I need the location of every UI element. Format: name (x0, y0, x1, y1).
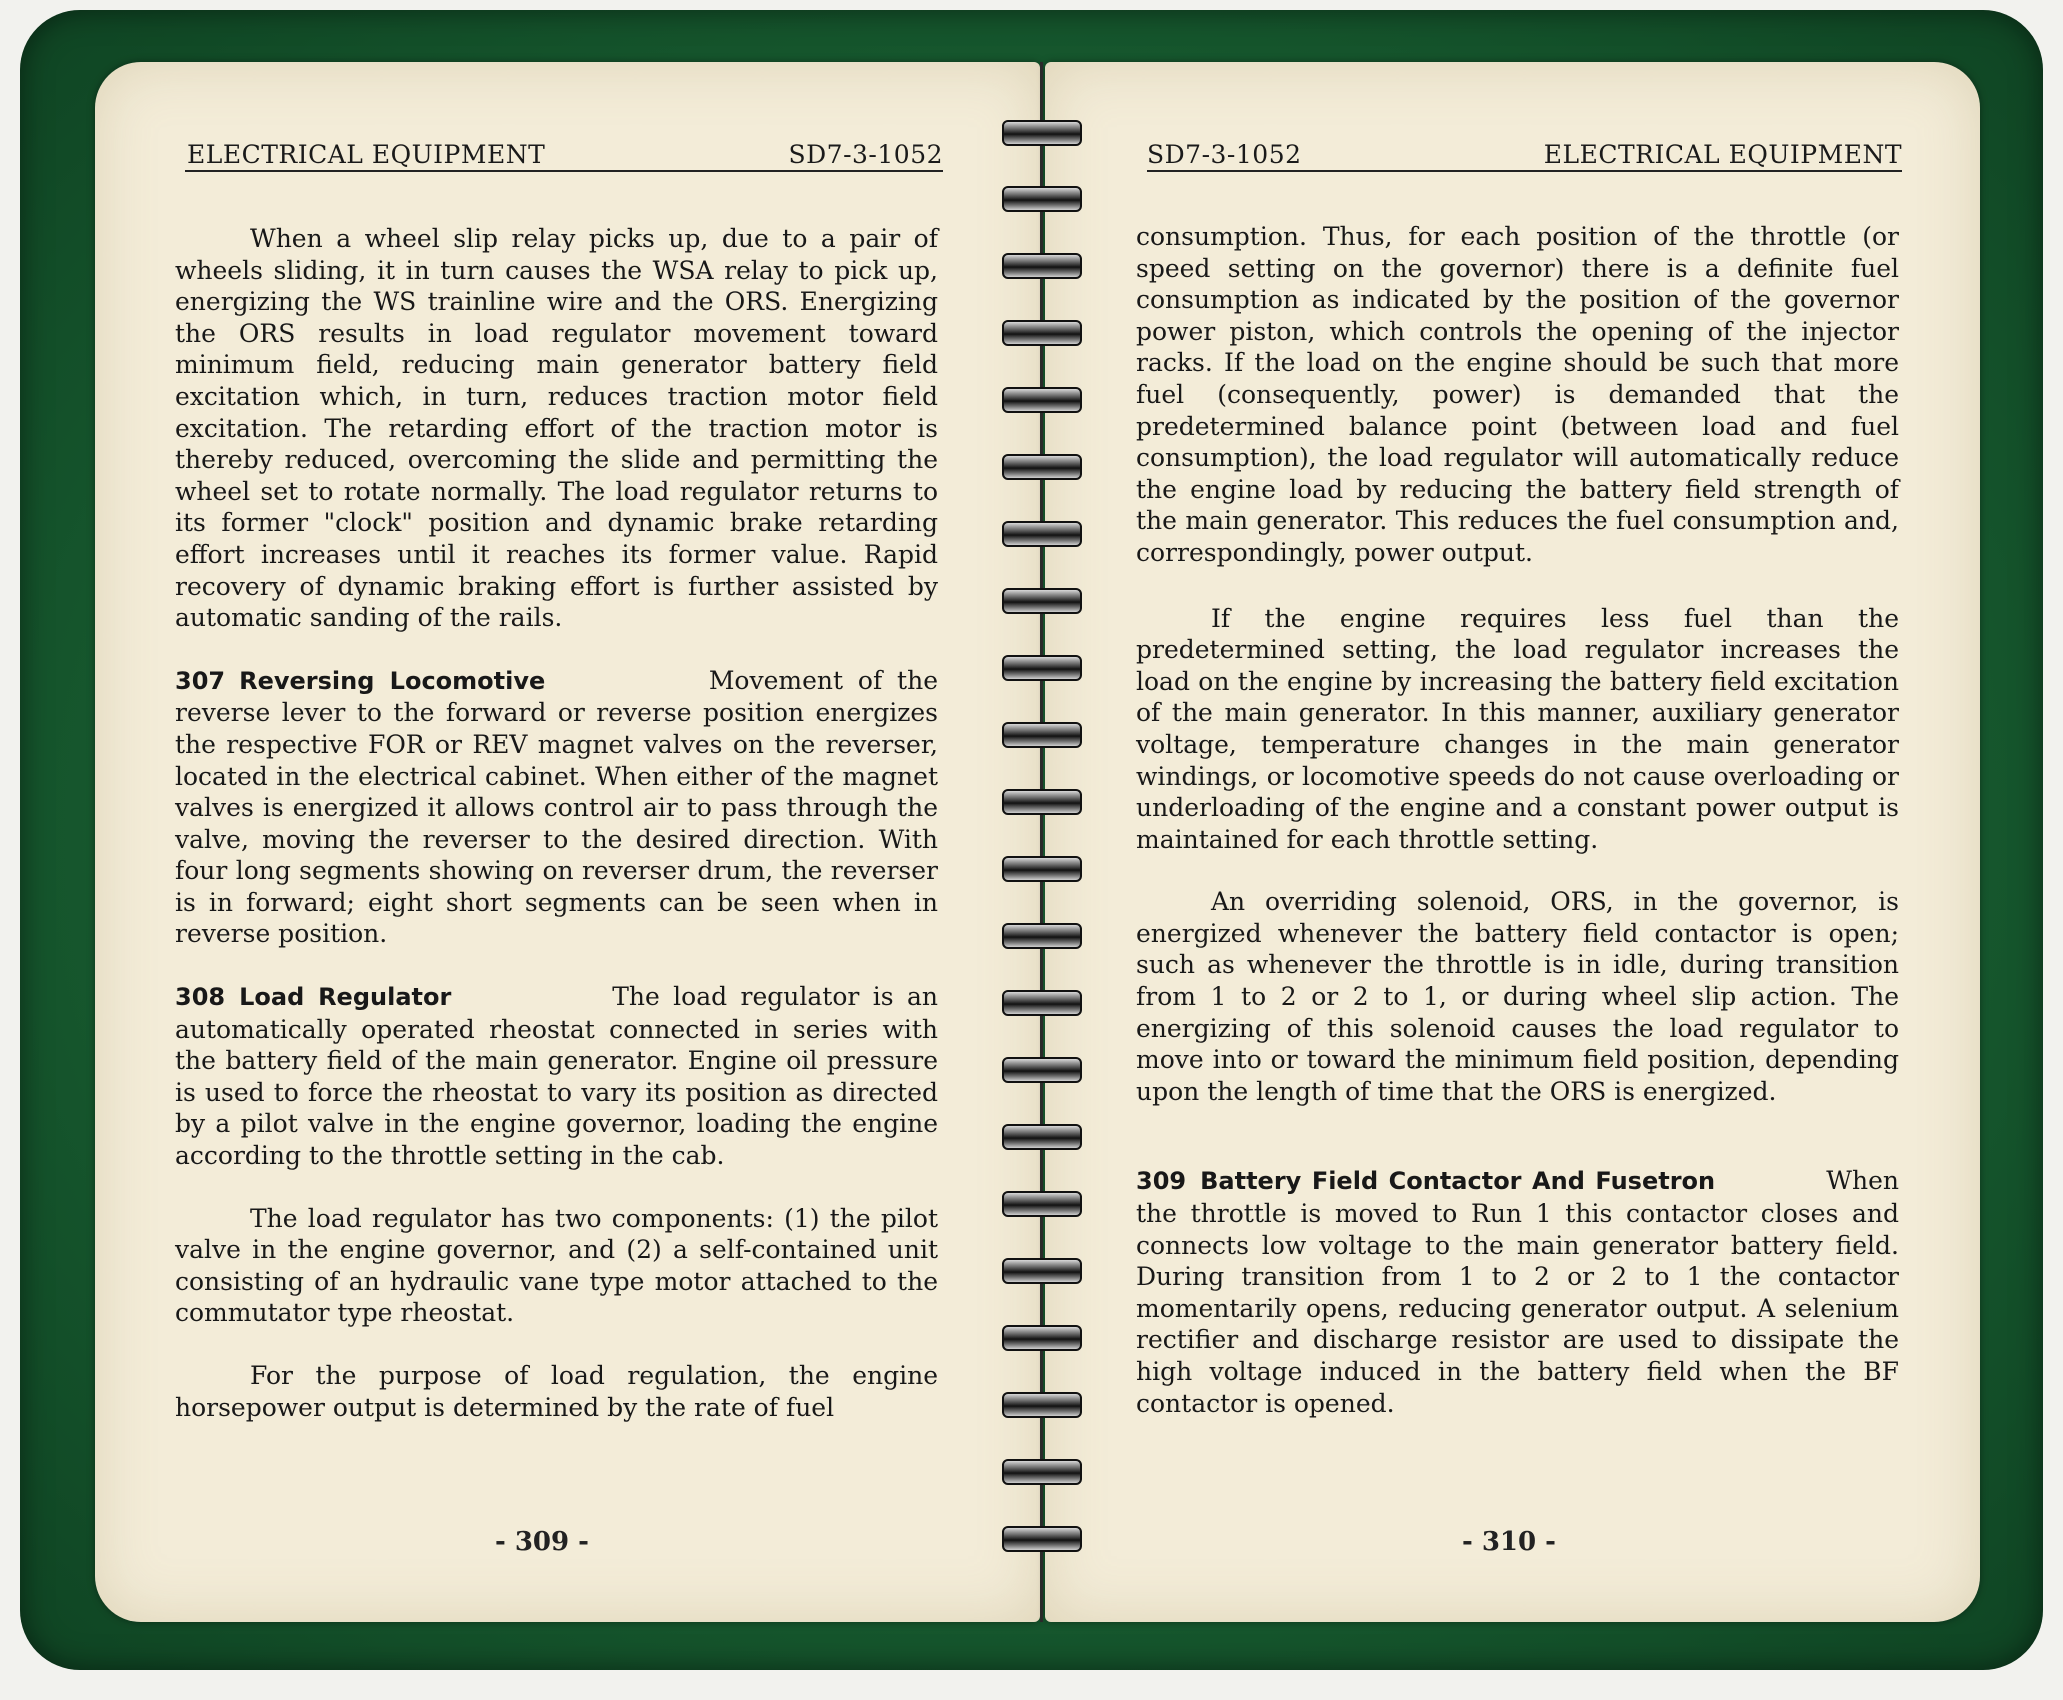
section-body: Movement of the reverse lever to the forward or reverse position energizes the respective FOR or REV magnet valves on the reverser, located in the electrical cabinet. When either of the magnet valves is energized it allows control air to pass through the valve, moving the reverser to the desired direction. With four long segments showing on reverser drum, the reverser is in forward; eight short segments can be seen when in reverse position. (175, 665, 939, 949)
binding-ring (1002, 722, 1082, 748)
left-page-number: - 309 - (495, 1527, 589, 1557)
binding-ring (1002, 1392, 1082, 1418)
binding-ring (1002, 521, 1082, 547)
binding-ring (1002, 990, 1082, 1016)
binding-ring (1002, 120, 1082, 146)
section-title: Reversing Locomotive (239, 666, 546, 695)
binding-ring (1002, 1526, 1082, 1552)
paragraph-overriding-solenoid: An overriding solenoid, ORS, in the governor, is energized whenever the battery field contactor is open; such as whenever the throttle is in idle, during transition from 1 to 2 or 2 to 1, or during wheel slip action. The energizing of this solenoid causes the load regulator to move into or toward the minimum field position, depending upon the length of time that the ORS is energized. (1136, 887, 1899, 1106)
right-header-code: SD7-3-1052 (1147, 140, 1302, 169)
section-309 (1136, 1165, 1899, 1419)
paragraph-components: The load regulator has two components: (1) the pilot valve in the engine governor, and (2) a self-contained unit consisting of an hydraulic vane type motor attached to the commutator type rheostat. (175, 1203, 938, 1328)
section-body: When the throttle is moved to Run 1 this contactor closes and connects low voltage to the main generator battery field. During transition from 1 to 2 or 2 to 1 the contactor momentarily opens, reducing generator output. A selenium rectifier and discharge resistor are used to dissipate the high voltage induced in the battery field when the BF contactor is opened. (1136, 1166, 1899, 1418)
binding-ring (1002, 1325, 1082, 1351)
section-number: 307 (175, 666, 226, 695)
binding-ring (1002, 186, 1082, 212)
left-header-code: SD7-3-1052 (788, 140, 943, 169)
binding-ring (1002, 789, 1082, 815)
binding-ring (1002, 454, 1082, 480)
binding-ring (1002, 387, 1082, 413)
right-header-title: ELECTRICAL EQUIPMENT (1543, 140, 1902, 169)
left-header-title: ELECTRICAL EQUIPMENT (187, 140, 546, 169)
paragraph-purpose: For the purpose of load regulation, the engine horsepower output is determined by the rate of fuel (175, 1361, 938, 1422)
binding-ring (1002, 320, 1082, 346)
binding-ring (1002, 588, 1082, 614)
binding-ring (1002, 1459, 1082, 1485)
section-title: Load Regulator (239, 983, 452, 1012)
paragraph-consumption: consumption. Thus, for each position of the throttle (or speed setting on the governor) there is a definite fuel consumption as indicated by the position of the governor power piston, which controls the opening of the injector racks. If the load on the engine should be such that more fuel (consequently, power) is demanded that the predetermined balance point (between load and fuel consumption), the load regulator will automatically reduce the engine load by reducing the battery field strength of the main generator. This reduces the fuel consumption and, correspondingly, power output. (1136, 222, 1899, 567)
section-number: 309 (1136, 1167, 1187, 1196)
section-title: Battery Field Contactor And Fusetron (1200, 1167, 1716, 1196)
binding-ring (1002, 1258, 1082, 1284)
binding-ring (1002, 1124, 1082, 1150)
section-number: 308 (175, 983, 226, 1012)
binding-ring (1002, 253, 1082, 279)
binding-ring (1002, 856, 1082, 882)
right-body-text (1136, 221, 1899, 1419)
section-307 (175, 665, 938, 950)
right-running-head (1147, 140, 1902, 172)
section-308 (175, 981, 938, 1172)
right-page-number: - 310 - (1462, 1527, 1556, 1557)
binding-ring (1002, 1057, 1082, 1083)
binding-ring (1002, 923, 1082, 949)
binding-ring (1002, 655, 1082, 681)
page-gutter (1040, 62, 1043, 1622)
binding-ring (1002, 1191, 1082, 1217)
left-running-head (185, 140, 943, 172)
section-body: The load regulator is an automatically operated rheostat connected in series with the battery field of the main generator. Engine oil pressure is used to force the rheostat to vary its position as directed by a pilot valve in the engine governor, loading the engine according to the throttle setting in the cab. (175, 982, 938, 1171)
paragraph-wheel-slip: When a wheel slip relay picks up, due to a pair of wheels sliding, it in turn causes the WSA relay to pick up, energizing the WS trainline wire and the ORS. Energizing the ORS results in load regulator movement toward minimum field, reducing main generator battery field excitation which, in turn, reduces traction motor field excitation. The retarding effort of the traction motor is thereby reduced, overcoming the slide and permitting the wheel set to rotate normally. The load regulator returns to its former "clock" position and dynamic brake retarding effort increases until it reaches its former value. Rapid recovery of dynamic braking effort is further assisted by automatic sanding of the rails. (175, 224, 938, 633)
left-body-text (175, 223, 938, 1423)
paragraph-less-fuel: If the engine requires less fuel than the predetermined setting, the load regulator increases the load on the engine by increasing the battery field excitation of the main generator. In this manner, auxiliary generator voltage, temperature changes in the main generator windings, or locomotive speeds do not cause overloading or underloading of the engine and a constant power output is maintained for each throttle setting. (1136, 603, 1899, 854)
